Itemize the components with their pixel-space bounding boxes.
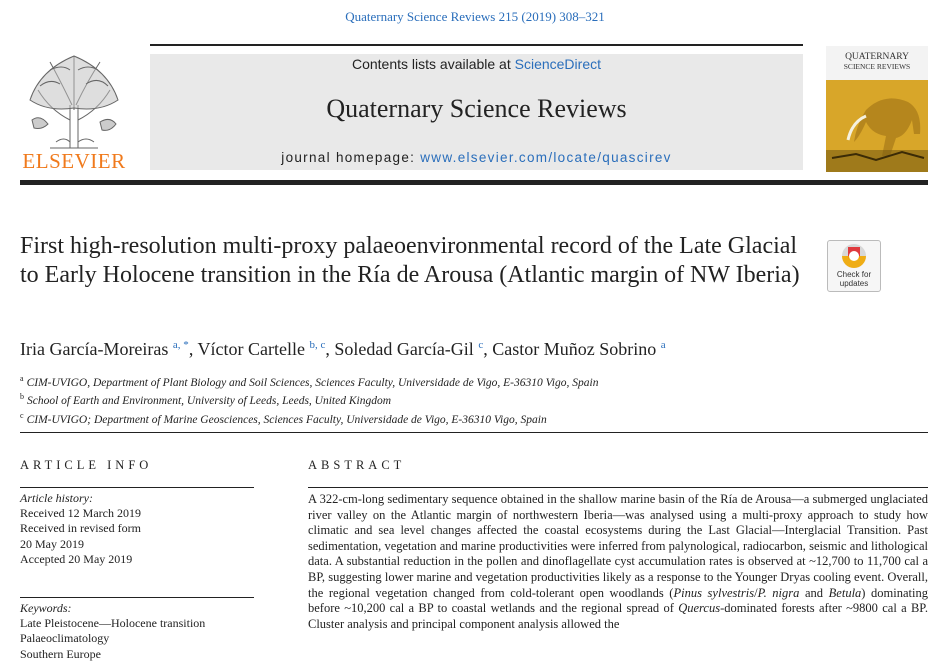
author-separator: , — [188, 339, 198, 359]
author-separator: , — [325, 339, 335, 359]
author-affiliation-marker[interactable]: a — [660, 339, 666, 351]
history-item: Accepted 20 May 2019 — [20, 551, 133, 566]
keyword-item[interactable]: Palaeoclimatology — [20, 631, 110, 646]
author-name[interactable]: Soledad García-Gil — [334, 339, 474, 359]
author-name[interactable]: Iria García-Moreiras — [20, 339, 169, 359]
affiliation-item — [20, 390, 598, 408]
article-info-rule — [20, 487, 254, 488]
affiliation-text: CIM-UVIGO, Department of Plant Biology and Soil Sciences, Sciences Faculty, Universidade de Vigo, E-36310 Vigo, Spain — [26, 376, 599, 389]
section-divider — [20, 432, 928, 433]
abstract-run: A 322-cm-long sedimentary sequence obtained in the shallow marine basin of the Ría de Arousa—a submerged unglaciated river valley on the Atlantic margin of northwestern Iberia—was analysed using a multi-proxy approach to study how climatic and sea level changes affected the coastal ecosystems during the Last Glacial—Interglacial Transition. Past sedimentation, vegetation and marine productivities were inferred from palynological, radiocarbon, seismic and lithological data. A substantial reduction in the pollen and dinoflagellate cyst accumulation rates is observed at ~12,700 to 11,700 cal a BP, suggesting lower marine and vegetation productivities likely as a response to the Younger Dryas cooling event. Overall, the regional vegetation changed from cold-tolerant open woodlands ( — [308, 492, 928, 600]
abstract-rule — [308, 487, 928, 488]
journal-cover-thumbnail[interactable] — [826, 46, 928, 172]
taxon-name: Betula — [828, 585, 862, 600]
affiliation-text: School of Earth and Environment, University of Leeds, Leeds, United Kingdom — [27, 395, 392, 408]
author-name[interactable]: Castor Muñoz Sobrino — [492, 339, 657, 359]
author-affiliation-marker[interactable]: b, c — [309, 339, 326, 351]
sciencedirect-link[interactable]: ScienceDirect — [514, 56, 601, 72]
abstract-run: and — [799, 585, 829, 600]
elsevier-logo[interactable] — [20, 50, 128, 174]
abstract-heading: ABSTRACT — [308, 458, 406, 472]
journal-homepage — [150, 150, 803, 165]
affiliation-item — [20, 409, 598, 427]
keyword-item[interactable]: Southern Europe — [20, 646, 101, 661]
affiliation-list — [20, 372, 598, 427]
crossmark-line2: updates — [839, 279, 869, 288]
journal-banner — [150, 54, 803, 170]
abstract-run: / — [754, 585, 758, 600]
history-item: 20 May 2019 — [20, 536, 84, 551]
cover-mammoth-icon — [826, 46, 928, 172]
abstract-run: -dominated forests after ~9800 cal a BP. Cluster analysis and principal component analysis allowed the — [308, 601, 928, 631]
affiliation-marker: c — [20, 410, 24, 420]
abstract-text — [308, 492, 928, 632]
abstract-run: ) dominating before ~10,200 cal a BP to coastal wetlands and the regional spread of — [308, 585, 928, 616]
keywords-label: Keywords: — [20, 601, 72, 615]
homepage-prefix: journal homepage: — [281, 150, 421, 165]
header-bottom-rule — [20, 180, 928, 185]
article-history — [20, 491, 141, 567]
homepage-link[interactable]: www.elsevier.com/locate/quascirev — [420, 150, 672, 165]
journal-citation[interactable]: Quaternary Science Reviews 215 (2019) 308–321 — [345, 9, 605, 24]
elsevier-tree-icon — [20, 50, 128, 150]
journal-title: Quaternary Science Reviews — [326, 94, 627, 123]
taxon-name: Pinus sylvestris — [673, 585, 755, 600]
affiliation-marker: a — [20, 374, 24, 383]
author-list — [20, 339, 666, 360]
check-for-updates-label — [828, 270, 880, 288]
author-affiliation-marker[interactable]: a, * — [172, 339, 189, 351]
crossmark-icon — [828, 241, 880, 271]
author-affiliation-marker[interactable]: c — [478, 339, 484, 351]
article-info-heading: ARTICLE INFO — [20, 458, 153, 472]
cover-title-line1: QUATERNARY — [845, 52, 909, 62]
check-for-updates-button[interactable] — [827, 240, 881, 292]
cover-title-line2: SCIENCE REVIEWS — [843, 62, 911, 71]
author-name[interactable]: Víctor Cartelle — [197, 339, 305, 359]
history-item: Received 12 March 2019 — [20, 506, 141, 521]
affiliation-marker: b — [20, 392, 24, 402]
keywords-section — [20, 601, 205, 662]
history-label: Article history: — [20, 491, 93, 505]
taxon-name: P. nigra — [757, 585, 800, 600]
header-top-rule — [150, 44, 803, 46]
article-title: First high-resolution multi-proxy palaeoenvironmental record of the Late Glacial to Early Holocene transition in the Ría de Arousa (Atlantic margin of NW Iberia) — [20, 233, 800, 288]
elsevier-wordmark: ELSEVIER — [22, 149, 126, 173]
taxon-name: Quercus — [678, 601, 721, 616]
crossmark-line1: Check for — [836, 270, 872, 279]
history-item: Received in revised form — [20, 521, 141, 536]
keywords-rule — [20, 597, 254, 598]
keyword-item[interactable]: Late Pleistocene—Holocene transition — [20, 616, 206, 631]
affiliation-item — [20, 372, 598, 390]
author-separator: , — [483, 339, 493, 359]
affiliation-text: CIM-UVIGO; Department of Marine Geosciences, Sciences Faculty, Universidade de Vigo, E-36310 Vigo, Spain — [26, 413, 547, 426]
contents-prefix: Contents lists available at — [351, 56, 515, 72]
contents-available — [150, 56, 803, 72]
